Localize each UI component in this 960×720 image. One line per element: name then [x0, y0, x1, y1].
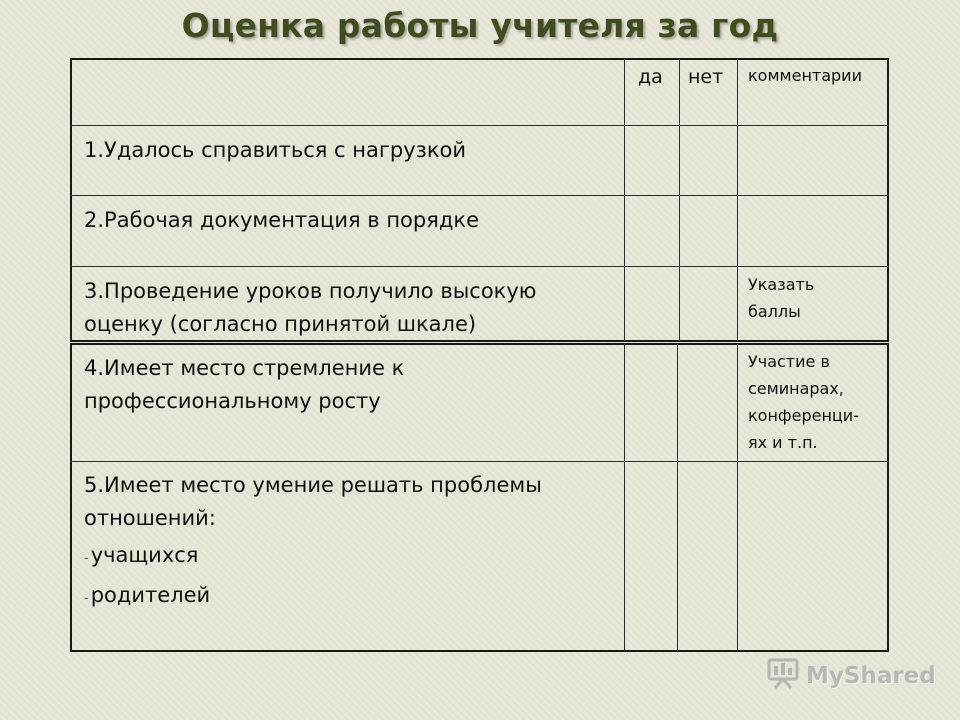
row-2-item: 2.Рабочая документация в порядке	[84, 208, 479, 232]
myshared-logo	[766, 656, 936, 696]
header-no: нет	[688, 66, 724, 88]
table2-column-divider-yes	[677, 343, 678, 652]
row-5-item-line-1: 5.Имеет место умение решать проблемы	[84, 473, 542, 497]
header-comments: комментарии	[748, 66, 862, 85]
row-4-item-line-2: профессиональному росту	[84, 389, 381, 413]
subitem-label: родителей	[90, 583, 211, 607]
row-3-comment-line-2: баллы	[748, 302, 801, 321]
dash-bullet-icon: -	[84, 591, 89, 606]
table-left-border	[70, 58, 72, 341]
column-divider-no	[737, 58, 738, 341]
row-3-comment-line-1: Указать	[748, 275, 815, 294]
page-title: Оценка работы учителя за год	[181, 6, 779, 45]
row-divider-header	[70, 125, 889, 126]
table2-left-border	[70, 343, 72, 652]
row-4-comment	[748, 348, 884, 456]
row-1-item: 1.Удалось справиться с нагрузкой	[84, 138, 467, 162]
row-3-item-line-2: оценку (согласно принятой шкале)	[84, 312, 477, 336]
row-4-comment-line-3: конференци-	[748, 406, 859, 425]
row-4-comment-line-4: ях и т.п.	[748, 433, 818, 452]
row-5-item	[84, 469, 619, 615]
row-4-item	[84, 352, 619, 418]
row-5-subitem-parents	[84, 579, 619, 615]
table-top-border	[70, 58, 889, 60]
row-divider-2	[70, 266, 889, 267]
table2-column-divider-item	[624, 343, 625, 652]
subitem-label: учащихся	[90, 543, 199, 567]
row-3-comment	[748, 271, 883, 325]
row-4-comment-line-1: Участие в	[748, 352, 830, 371]
table2-column-divider-no	[737, 343, 738, 652]
column-divider-yes	[679, 58, 680, 341]
presentation-board-icon	[766, 656, 800, 696]
row-divider-1	[70, 195, 889, 196]
table2-right-border	[887, 343, 889, 652]
logo-text: MyShared	[806, 663, 936, 689]
column-divider-item	[624, 58, 625, 341]
table2-bottom-border	[70, 650, 889, 652]
table2-row-divider	[70, 461, 889, 462]
row-3-item	[84, 275, 619, 341]
row-5-item-line-2: отношений:	[84, 506, 216, 530]
table-right-border	[887, 58, 889, 341]
header-yes: да	[638, 66, 663, 88]
row-4-comment-line-2: семинарах,	[748, 379, 844, 398]
table2-top-border	[70, 343, 889, 345]
row-4-item-line-1: 4.Имеет место стремление к	[84, 356, 405, 380]
row-5-subitem-students	[84, 539, 619, 575]
dash-bullet-icon: -	[84, 551, 89, 566]
row-3-item-line-1: 3.Проведение уроков получило высокую	[84, 279, 537, 303]
